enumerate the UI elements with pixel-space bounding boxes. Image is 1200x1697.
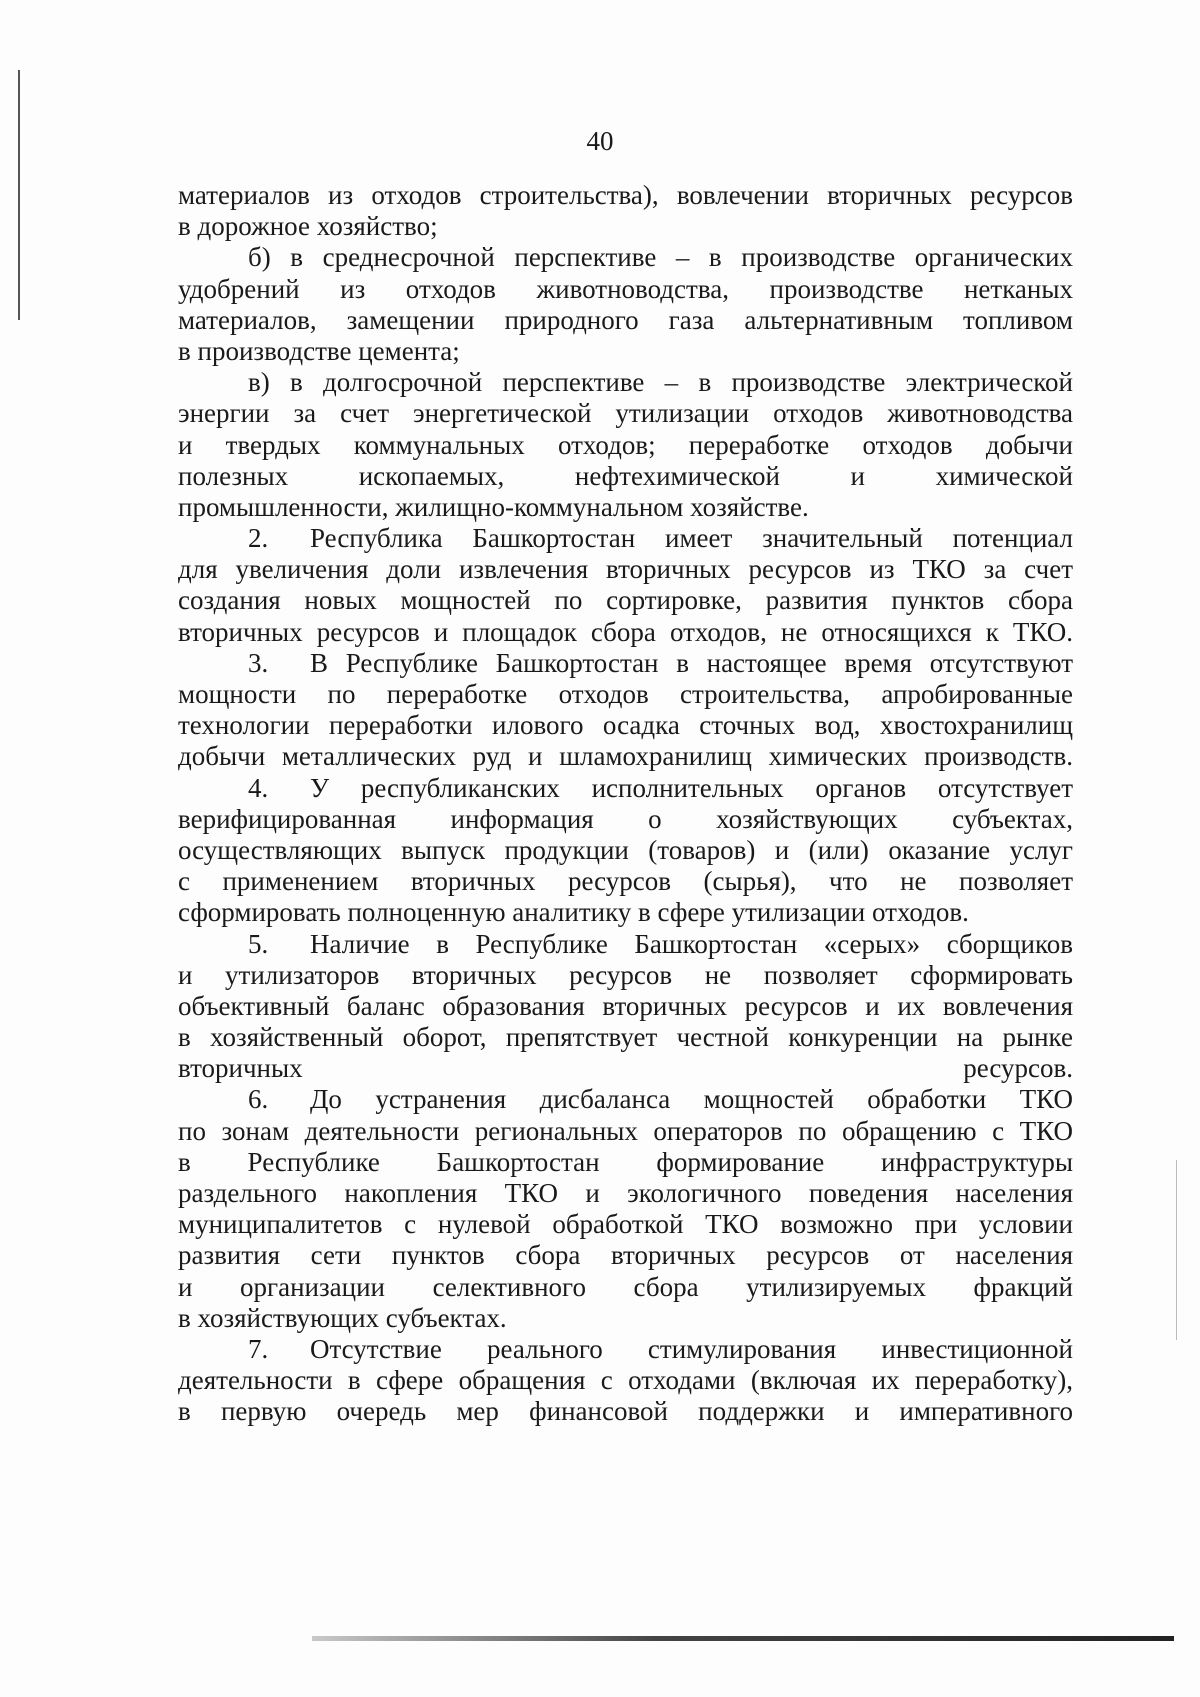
text-line: сформировать полноценную аналитику в сфере утилизации отходов. — [178, 897, 969, 928]
text-line: и твердых коммунальных отходов; переработке отходов добычи — [178, 429, 1073, 460]
text-line: в Республике Башкортостан формирование инфраструктуры — [178, 1146, 1073, 1177]
text-line: в дорожное хозяйство; — [178, 211, 438, 242]
text-line-content: До устранения дисбаланса мощностей обработки ТКО — [310, 1084, 1073, 1115]
item-number: 6. — [248, 1084, 269, 1115]
bottom-rule — [312, 1636, 1174, 1641]
text-line: полезных ископаемых, нефтехимической и химической — [178, 460, 1073, 491]
text-line: объективный баланс образования вторичных ресурсов и их вовлечения — [178, 990, 1073, 1021]
paragraph — [178, 773, 1073, 929]
item-number: 7. — [248, 1333, 269, 1364]
text-line: в первую очередь мер финансовой поддержки и императивного — [178, 1396, 1073, 1427]
text-line-content: Республика Башкортостан имеет значительный потенциал — [310, 523, 1073, 554]
text-line: в хозяйствующих субъектах. — [178, 1302, 507, 1333]
text-line: деятельности в сфере обращения с отходами (включая их переработку), — [178, 1365, 1073, 1396]
text-line: муниципалитетов с нулевой обработкой ТКО возможно при условии — [178, 1209, 1073, 1240]
text-line: создания новых мощностей по сортировке, развития пунктов сбора — [178, 585, 1073, 616]
item-number: 4. — [248, 772, 269, 803]
text-line: мощности по переработке отходов строительства, апробированные — [178, 679, 1073, 709]
paragraph — [178, 1084, 1073, 1334]
text-line: раздельного накопления ТКО и экологичного поведения населения — [178, 1178, 1073, 1208]
text-line — [178, 1334, 1073, 1365]
text-line: для увеличения доли извлечения вторичных ресурсов из ТКО за счет — [178, 554, 1073, 585]
text-line: удобрений из отходов животноводства, производстве нетканых — [178, 273, 1073, 304]
scan-edge-mark — [1176, 1160, 1177, 1340]
text-line — [178, 929, 1073, 960]
item-number: 2. — [248, 523, 269, 554]
item-number: 3. — [248, 647, 269, 678]
text-line: с применением вторичных ресурсов (сырья), что не позволяет — [178, 866, 1073, 897]
text-line: материалов, замещении природного газа альтернативным топливом — [178, 304, 1073, 335]
scan-edge-mark — [18, 70, 20, 320]
paragraph — [178, 180, 1073, 242]
paragraph — [178, 367, 1073, 523]
text-line: и утилизаторов вторичных ресурсов не позволяет сформировать — [178, 959, 1073, 990]
text-line: добычи металлических руд и шламохранилищ химических производств. — [178, 741, 1073, 772]
paragraph — [178, 523, 1073, 648]
text-line — [178, 1084, 1073, 1115]
text-line: в производстве цемента; — [178, 335, 460, 366]
text-line — [178, 523, 1073, 554]
text-line: промышленности, жилищно-коммунальном хозяйстве. — [178, 491, 809, 522]
text-line: энергии за счет энергетической утилизации отходов животноводства — [178, 398, 1073, 429]
text-line-content: Отсутствие реального стимулирования инвестиционной — [310, 1333, 1073, 1364]
text-line-content: У республиканских исполнительных органов отсутствует — [310, 772, 1073, 803]
text-line: верифицированная информация о хозяйствующих субъектах, — [178, 803, 1073, 834]
text-line-content: Наличие в Республике Башкортостан «серых» сборщиков — [310, 928, 1073, 959]
item-number: 5. — [248, 928, 269, 959]
text-line: в) в долгосрочной перспективе – в производстве электрической — [248, 367, 1073, 398]
text-line: технологии переработки илового осадка сточных вод, хвостохранилищ — [178, 710, 1073, 741]
text-line: развития сети пунктов сбора вторичных ресурсов от населения — [178, 1240, 1073, 1271]
page-number: 40 — [586, 126, 614, 156]
paragraph — [178, 648, 1073, 773]
text-line: вторичных ресурсов. — [178, 1053, 1073, 1084]
text-line: и организации селективного сбора утилизируемых фракций — [178, 1271, 1073, 1302]
text-line: материалов из отходов строительства), вовлечении вторичных ресурсов — [178, 180, 1073, 210]
paragraph — [178, 929, 1073, 1085]
text-line: осуществляющих выпуск продукции (товаров) и (или) оказание услуг — [178, 834, 1073, 865]
document-body — [178, 180, 1073, 1428]
text-line-content: В Республике Башкортостан в настоящее время отсутствуют — [310, 647, 1073, 678]
text-line: вторичных ресурсов и площадок сбора отходов, не относящихся к ТКО. — [178, 616, 1073, 647]
paragraph — [178, 1334, 1073, 1428]
text-line: по зонам деятельности региональных операторов по обращению с ТКО — [178, 1115, 1073, 1146]
text-line — [178, 648, 1073, 679]
text-line — [178, 773, 1073, 804]
text-line: б) в среднесрочной перспективе – в производстве органических — [248, 242, 1073, 273]
text-line: в хозяйственный оборот, препятствует честной конкуренции на рынке — [178, 1022, 1073, 1053]
paragraph — [178, 242, 1073, 367]
